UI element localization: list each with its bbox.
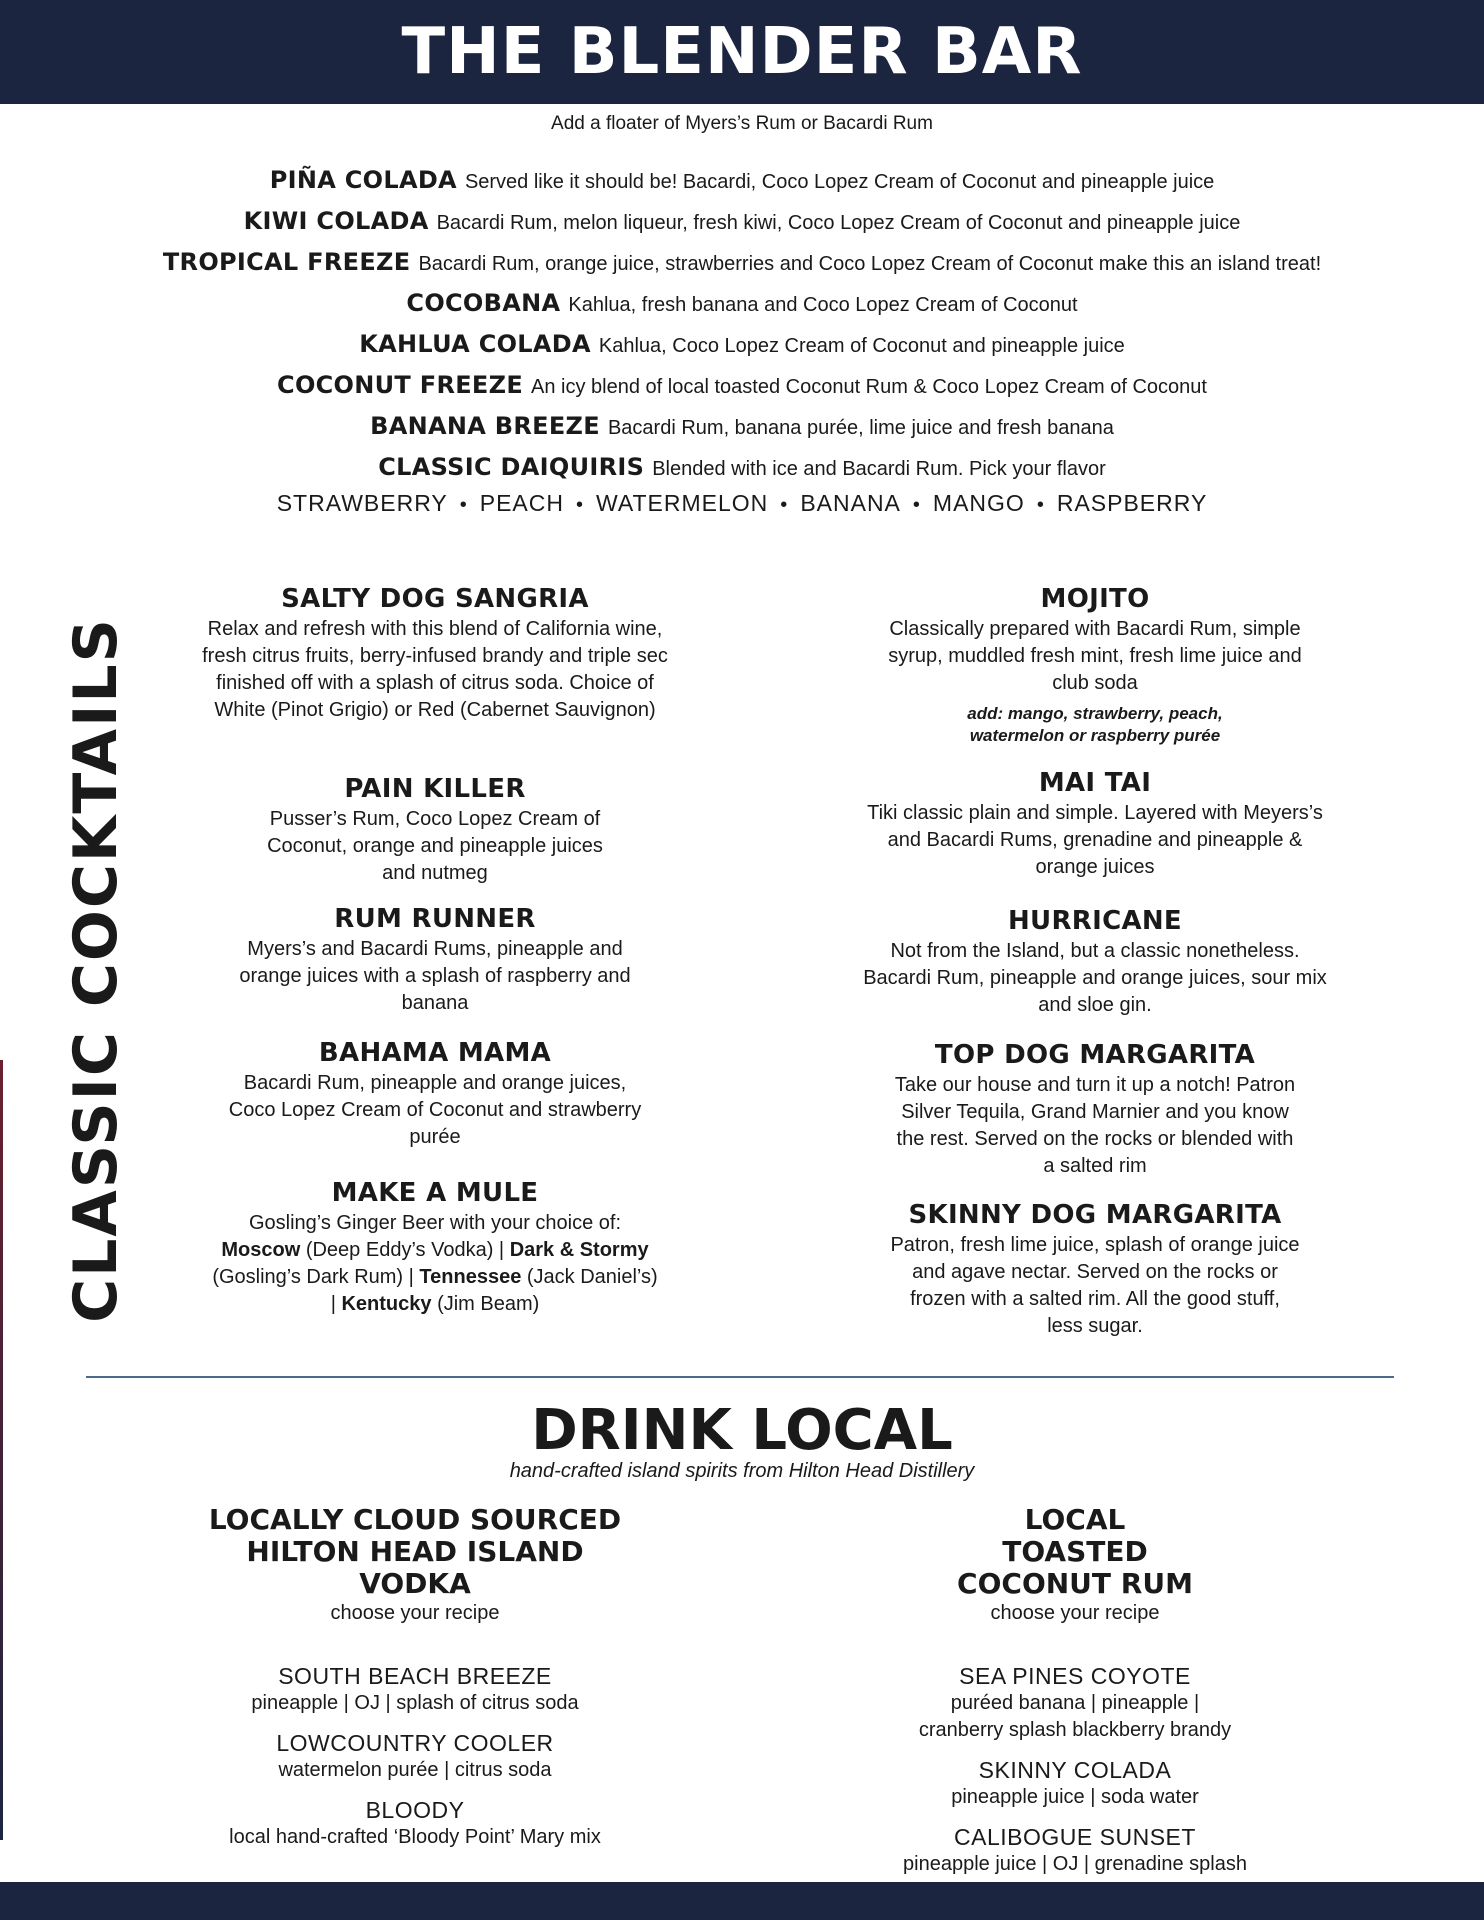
mule-option-spirit: (Gosling’s Dark Rum) xyxy=(212,1266,404,1288)
cocktail-desc: Pusser’s Rum, Coco Lopez Cream of Coconut, orange and pineapple juices and nutmeg xyxy=(267,808,603,884)
blender-item-desc: An icy blend of local toasted Coconut Rum & Coco Lopez Cream of Coconut xyxy=(531,376,1207,398)
cocktail-top-dog-margarita xyxy=(860,1038,1330,1180)
flavor-separator: • xyxy=(912,494,921,516)
cocktail-bahama-mama xyxy=(200,1036,670,1151)
flavor-separator: • xyxy=(1036,494,1045,516)
drink-local-heading: DRINK LOCAL xyxy=(531,1398,953,1463)
cocktail-desc: Patron, fresh lime juice, splash of orange juice and agave nectar. Served on the rocks or frozen with a salted rim. All the good stuff, less sugar. xyxy=(890,1234,1300,1337)
section-divider xyxy=(86,1376,1394,1378)
local-spirit-heading: LOCALLY CLOUD SOURCED HILTON HEAD ISLAND VODKA xyxy=(208,1503,622,1600)
cocktail-mojito xyxy=(860,582,1330,747)
local-recipe xyxy=(170,1729,660,1784)
mule-divider: | xyxy=(408,1266,414,1288)
flavor: BANANA xyxy=(800,490,901,516)
recipe-name: BLOODY xyxy=(365,1797,465,1823)
local-vodka-column xyxy=(170,1504,660,1863)
recipe-name: LOWCOUNTRY COOLER xyxy=(276,1730,554,1756)
local-recipe xyxy=(830,1662,1320,1744)
blender-item-name: PIÑA COLADA xyxy=(269,166,457,194)
blender-subtitle: Add a floater of Myers’s Rum or Bacardi Rum xyxy=(551,113,933,134)
mule-option-name: Kentucky xyxy=(341,1293,432,1315)
classic-cocktails-heading: CLASSIC COCKTAILS xyxy=(61,617,131,1323)
local-recipe xyxy=(830,1823,1320,1878)
blender-item xyxy=(0,447,1484,488)
mule-option-spirit: (Jim Beam) xyxy=(437,1293,540,1315)
flavor-separator: • xyxy=(459,494,468,516)
mule-option-name: Dark & Stormy xyxy=(509,1239,649,1261)
local-recipe xyxy=(830,1756,1320,1811)
blender-item xyxy=(0,365,1484,406)
blender-item-name: KAHLUA COLADA xyxy=(359,330,591,358)
blender-item-desc: Served like it should be! Bacardi, Coco Lopez Cream of Coconut and pineapple juice xyxy=(464,171,1215,193)
local-recipe xyxy=(170,1796,660,1851)
cocktail-desc: Relax and refresh with this blend of California wine, fresh citrus fruits, berry-infused brandy and triple sec finished off with a splash of citrus soda. Choice of White (Pinot Grigio) or Red (Cabernet Sauvignon) xyxy=(202,618,668,721)
cocktail-desc: Myers’s and Bacardi Rums, pineapple and orange juices with a splash of raspberry and banana xyxy=(239,938,631,1014)
flavor-separator: • xyxy=(576,494,585,516)
cocktail-name: SALTY DOG SANGRIA xyxy=(281,584,589,614)
local-rum-column xyxy=(830,1504,1320,1890)
blender-item-desc: Blended with ice and Bacardi Rum. Pick your flavor xyxy=(652,458,1106,480)
blender-item-name: CLASSIC DAIQUIRIS xyxy=(378,453,645,481)
blender-item xyxy=(0,242,1484,283)
blender-item xyxy=(0,406,1484,447)
flavor: WATERMELON xyxy=(596,490,769,516)
cocktail-name: TOP DOG MARGARITA xyxy=(934,1040,1256,1070)
recipe-name: SEA PINES COYOTE xyxy=(959,1663,1191,1689)
cocktail-rum-runner xyxy=(200,902,670,1017)
page-title: THE BLENDER BAR xyxy=(401,15,1083,89)
blender-menu-list xyxy=(0,160,1484,488)
cocktail-salty-dog-sangria xyxy=(200,582,670,724)
recipe-desc: pineapple juice | OJ | grenadine splash xyxy=(903,1853,1247,1875)
cocktail-addon: add: mango, strawberry, peach, watermelon or raspberry purée xyxy=(967,704,1223,745)
recipe-name: SKINNY COLADA xyxy=(978,1757,1172,1783)
recipe-desc: pineapple juice | soda water xyxy=(951,1786,1199,1808)
cocktail-make-a-mule xyxy=(200,1176,670,1318)
mule-option-name: Tennessee xyxy=(419,1266,522,1288)
blender-item xyxy=(0,283,1484,324)
cocktail-name: BAHAMA MAMA xyxy=(318,1038,552,1068)
choose-recipe-label: choose your recipe xyxy=(990,1602,1160,1624)
blender-item-name: COCONUT FREEZE xyxy=(277,371,524,399)
blender-item-desc: Kahlua, fresh banana and Coco Lopez Cream of Coconut xyxy=(568,294,1078,316)
cocktail-pain-killer xyxy=(200,772,670,887)
blender-item-desc: Bacardi Rum, banana purée, lime juice and fresh banana xyxy=(607,417,1114,439)
cocktail-desc: Not from the Island, but a classic nonetheless. Bacardi Rum, pineapple and orange juices, sour mix and sloe gin. xyxy=(863,940,1327,1016)
cocktail-desc: Take our house and turn it up a notch! Patron Silver Tequila, Grand Marnier and you know the rest. Served on the rocks or blended with a salted rim xyxy=(894,1074,1296,1177)
cocktail-name: SKINNY DOG MARGARITA xyxy=(908,1200,1282,1230)
cocktail-name: MAKE A MULE xyxy=(331,1178,539,1208)
blender-item xyxy=(0,160,1484,201)
local-spirit-heading: LOCAL TOASTED COCONUT RUM xyxy=(957,1503,1193,1600)
mule-divider: | xyxy=(330,1293,336,1315)
cocktail-name: RUM RUNNER xyxy=(334,904,536,934)
header-band xyxy=(0,0,1484,104)
cocktail-desc: Bacardi Rum, pineapple and orange juices, Coco Lopez Cream of Coconut and strawberry purée xyxy=(228,1072,642,1148)
cocktail-skinny-dog-margarita xyxy=(860,1198,1330,1340)
flavor: RASPBERRY xyxy=(1056,490,1208,516)
cocktail-mai-tai xyxy=(860,766,1330,881)
blender-item-name: BANANA BREEZE xyxy=(370,412,600,440)
cocktail-desc: Classically prepared with Bacardi Rum, simple syrup, muddled fresh mint, fresh lime juice and club soda xyxy=(888,618,1302,694)
flavor: STRAWBERRY xyxy=(276,490,448,516)
recipe-desc: pineapple | OJ | splash of citrus soda xyxy=(251,1692,579,1714)
mule-options xyxy=(200,1210,670,1318)
blender-item xyxy=(0,324,1484,365)
mule-intro: Gosling’s Ginger Beer with your choice of: xyxy=(248,1212,622,1234)
cocktail-name: MAI TAI xyxy=(1038,768,1152,798)
flavor: MANGO xyxy=(932,490,1025,516)
cocktail-name: MOJITO xyxy=(1040,584,1150,614)
mule-option-spirit: (Jack Daniel’s) xyxy=(526,1266,658,1288)
cocktail-name: PAIN KILLER xyxy=(344,774,526,804)
recipe-desc: watermelon purée | citrus soda xyxy=(278,1759,552,1781)
cocktail-hurricane xyxy=(860,904,1330,1019)
flavor-separator: • xyxy=(780,494,789,516)
recipe-name: SOUTH BEACH BREEZE xyxy=(278,1663,552,1689)
cocktail-name: HURRICANE xyxy=(1007,906,1182,936)
daiquiri-flavors xyxy=(0,490,1484,517)
recipe-desc: puréed banana | pineapple | cranberry splash blackberry brandy xyxy=(918,1692,1232,1741)
flavor: PEACH xyxy=(479,490,564,516)
mule-option-spirit: (Deep Eddy’s Vodka) xyxy=(305,1239,494,1261)
blender-item-desc: Bacardi Rum, melon liqueur, fresh kiwi, Coco Lopez Cream of Coconut and pineapple juice xyxy=(436,212,1241,234)
blender-item-name: COCOBANA xyxy=(406,289,561,317)
blender-item-name: KIWI COLADA xyxy=(243,207,429,235)
mule-divider: | xyxy=(498,1239,505,1261)
drink-local-tagline: hand-crafted island spirits from Hilton Head Distillery xyxy=(509,1460,975,1482)
recipe-desc: local hand-crafted ‘Bloody Point’ Mary mix xyxy=(229,1826,601,1848)
choose-recipe-label: choose your recipe xyxy=(330,1602,500,1624)
cocktail-desc: Tiki classic plain and simple. Layered with Meyers’s and Bacardi Rums, grenadine and pineapple & orange juices xyxy=(867,802,1323,878)
blender-item-name: TROPICAL FREEZE xyxy=(162,248,411,276)
recipe-name: CALIBOGUE SUNSET xyxy=(954,1824,1196,1850)
blender-item xyxy=(0,201,1484,242)
local-recipe xyxy=(170,1662,660,1717)
blender-item-desc: Kahlua, Coco Lopez Cream of Coconut and pineapple juice xyxy=(598,335,1125,357)
blender-item-desc: Bacardi Rum, orange juice, strawberries and Coco Lopez Cream of Coconut make this an island treat! xyxy=(418,253,1322,275)
mule-option-name: Moscow xyxy=(221,1239,301,1261)
footer-band xyxy=(0,1882,1484,1920)
